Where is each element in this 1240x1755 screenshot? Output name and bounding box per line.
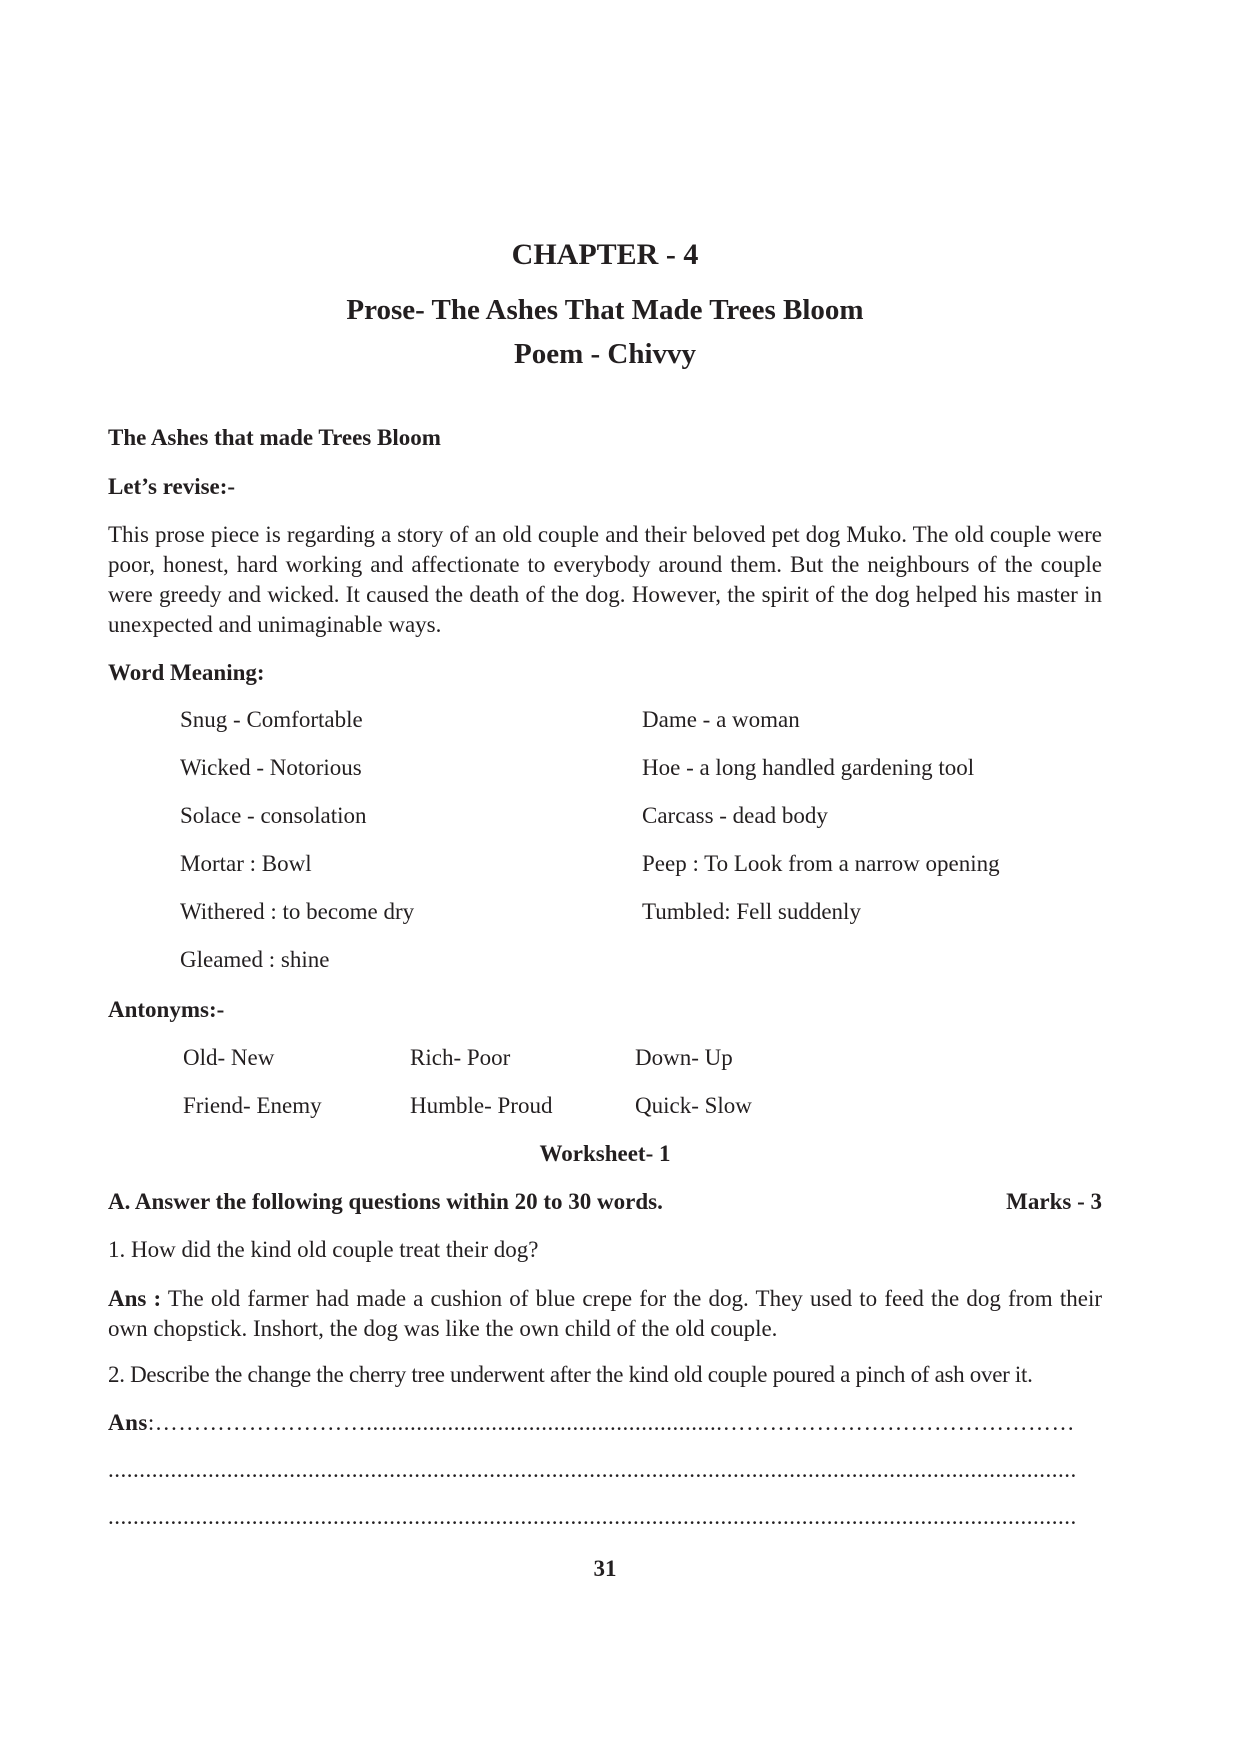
antonym-item: Friend- Enemy xyxy=(183,1093,322,1118)
revise-paragraph: This prose piece is regarding a story of an old couple and their beloved pet dog Muko. The old couple were poor, honest, hard working and affectionate to everybody around them. But the neighbours of the couple were greedy and wicked. It caused the death of the dog. However, the spirit of the dog helped his master in unexpected and unimaginable ways. xyxy=(108,522,1102,637)
answer-blank: :……………………….........................................................……………………………………… xyxy=(147,1410,1075,1435)
word-meaning-item: Tumbled: Fell suddenly xyxy=(642,899,861,924)
antonym-item: Humble- Proud xyxy=(410,1093,553,1118)
answer-1 xyxy=(108,1284,1102,1344)
answer-2-line-2[interactable]: ........................................................................................................................................................... xyxy=(108,1457,1077,1482)
antonym-item: Quick- Slow xyxy=(635,1093,752,1118)
answer-label: Ans : xyxy=(108,1286,162,1311)
word-meaning-item: Gleamed : shine xyxy=(180,947,330,972)
chapter-title: CHAPTER - 4 xyxy=(511,238,699,271)
question-1: 1. How did the kind old couple treat their dog? xyxy=(108,1237,539,1262)
question-2: 2. Describe the change the cherry tree underwent after the kind old couple poured a pinch of ash over it. xyxy=(108,1362,1033,1387)
answer-2-line-1[interactable] xyxy=(108,1410,1102,1436)
answer-1-text: The old farmer had made a cushion of blue crepe for the dog. They used to feed the dog from their own chopstick. Inshort, the dog was like the own child of the old couple. xyxy=(108,1286,1102,1341)
word-meaning-item: Dame - a woman xyxy=(642,707,800,732)
section-title: The Ashes that made Trees Bloom xyxy=(108,425,441,450)
marks-label: Marks - 3 xyxy=(1006,1189,1102,1214)
word-meaning-item: Hoe - a long handled gardening tool xyxy=(642,755,975,780)
worksheet-title: Worksheet- 1 xyxy=(539,1141,671,1166)
page-number: 31 xyxy=(593,1556,617,1581)
word-meaning-item: Mortar : Bowl xyxy=(180,851,312,876)
word-meaning-item: Carcass - dead body xyxy=(642,803,828,828)
word-meaning-item: Snug - Comfortable xyxy=(180,707,363,732)
word-meaning-heading: Word Meaning: xyxy=(108,660,265,685)
antonyms-heading: Antonyms:- xyxy=(108,997,225,1022)
word-meaning-item: Withered : to become dry xyxy=(180,899,415,924)
revise-heading: Let’s revise:- xyxy=(108,474,236,499)
poem-title: Poem - Chivvy xyxy=(513,338,697,370)
word-meaning-item: Peep : To Look from a narrow opening xyxy=(642,851,1000,876)
word-meaning-item: Solace - consolation xyxy=(180,803,367,828)
antonym-item: Rich- Poor xyxy=(410,1045,511,1070)
word-meaning-item: Wicked - Notorious xyxy=(180,755,362,780)
answer-label: Ans xyxy=(108,1410,148,1435)
prose-title: Prose- The Ashes That Made Trees Bloom xyxy=(346,294,864,326)
antonym-item: Old- New xyxy=(183,1045,275,1070)
antonym-item: Down- Up xyxy=(635,1045,733,1070)
section-a-instruction: A. Answer the following questions within 20 to 30 words. xyxy=(108,1189,663,1214)
answer-2-line-3[interactable]: ........................................................................................................................................................... xyxy=(108,1504,1077,1529)
